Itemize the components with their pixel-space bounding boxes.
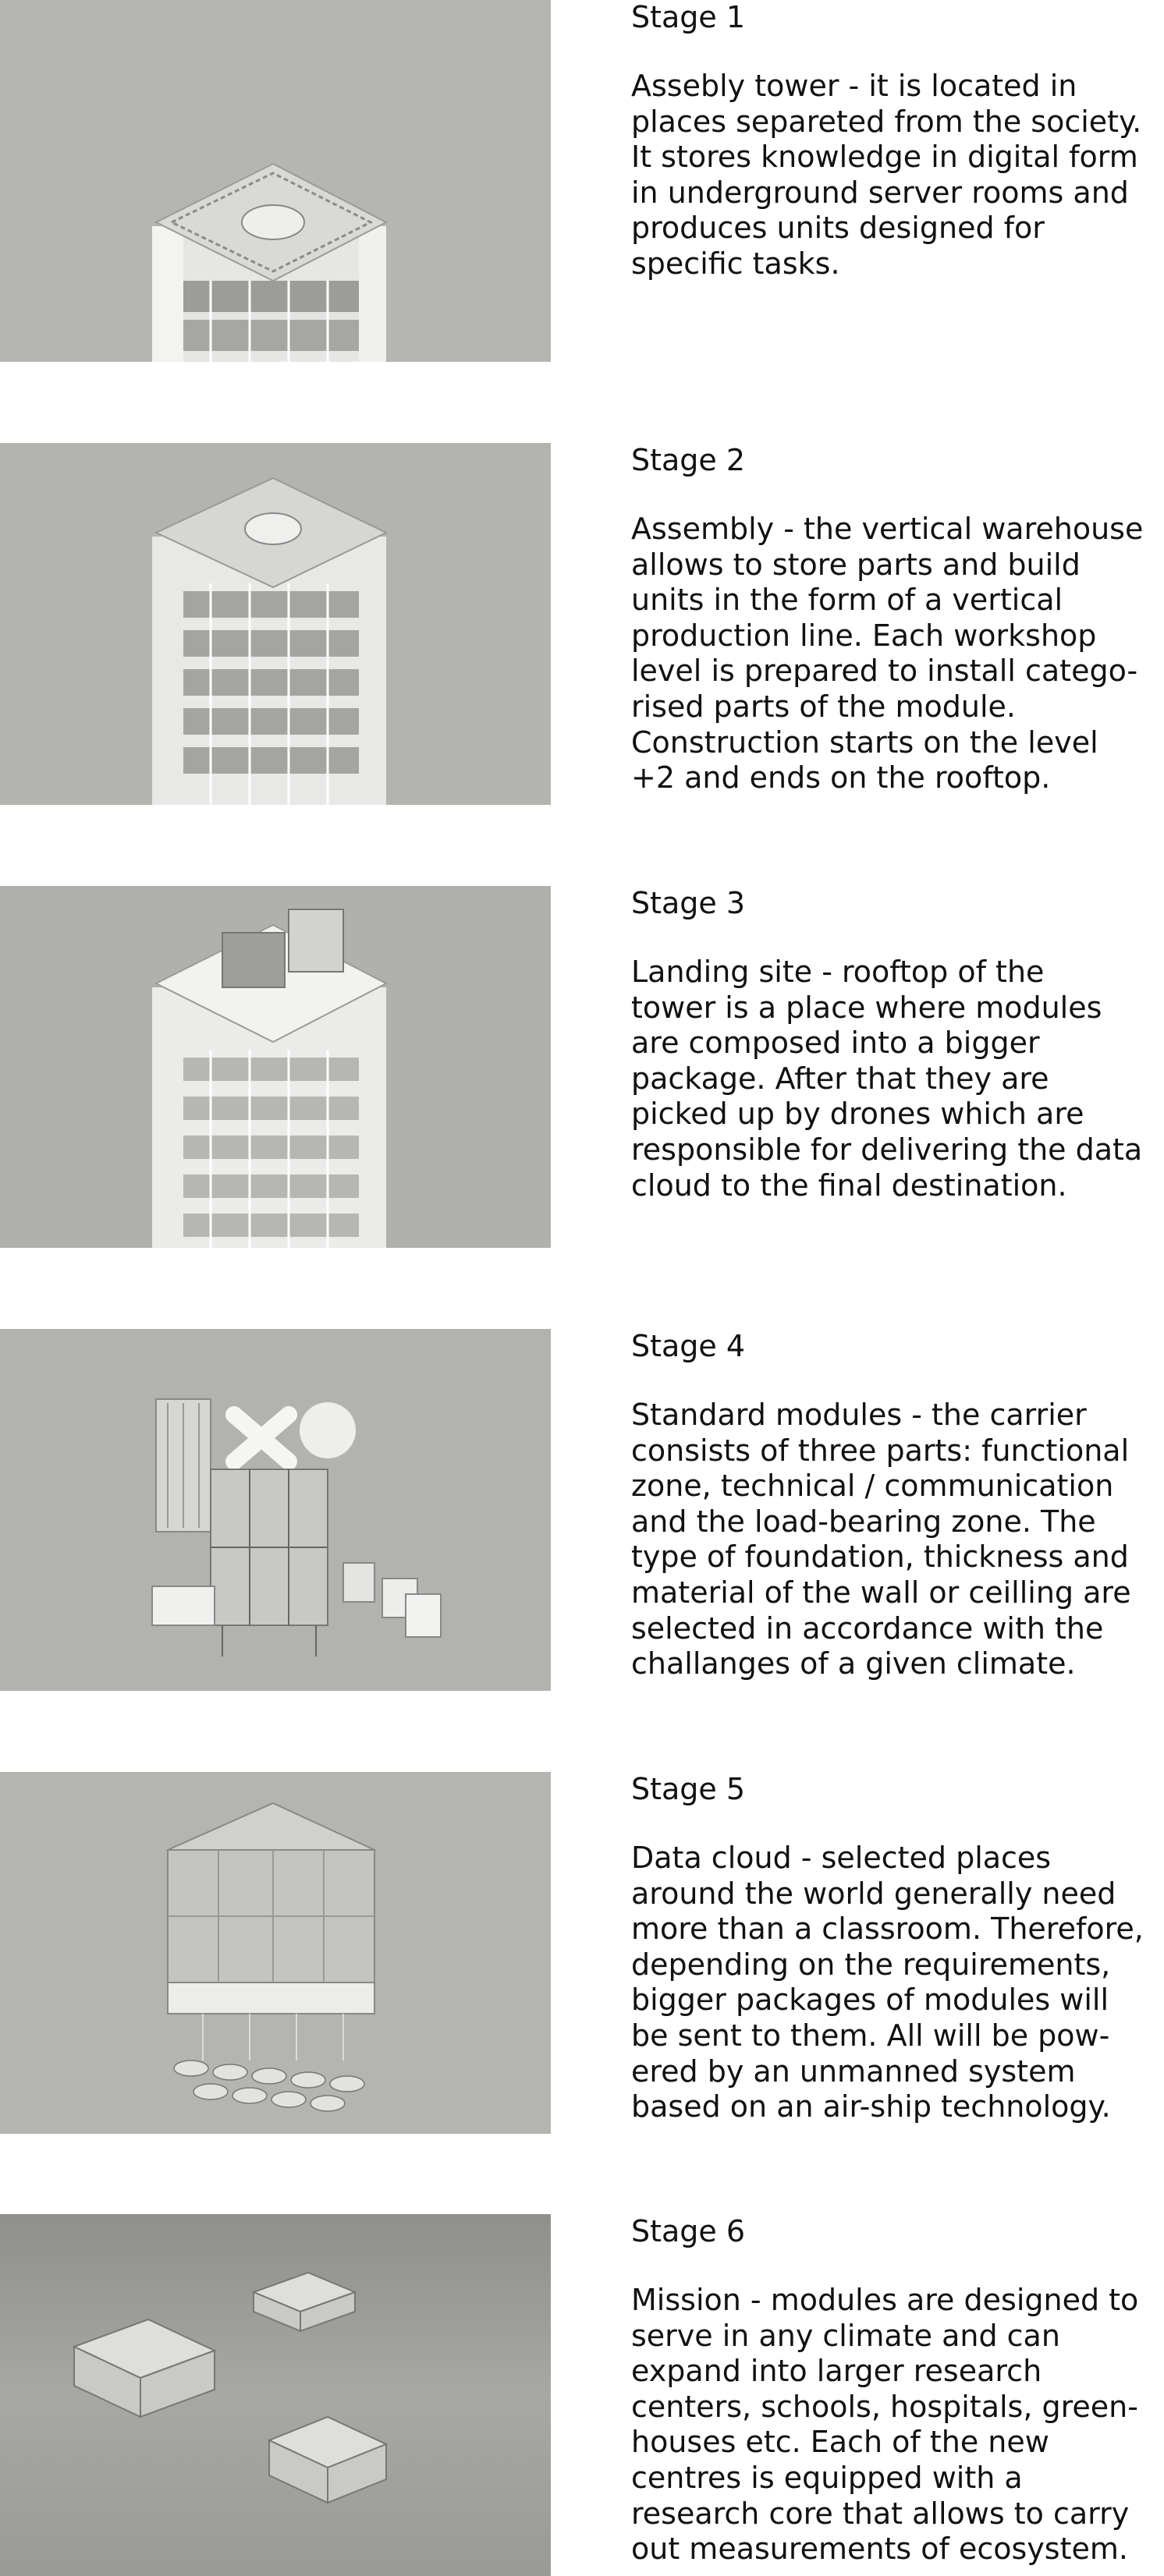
stage-5-illustration bbox=[0, 1772, 551, 2134]
standard-modules-image bbox=[0, 1329, 551, 1691]
stage-2-title: Stage 2 bbox=[631, 443, 746, 477]
stage-4-illustration bbox=[0, 1329, 551, 1691]
stage-6-description: Mission - modules are designed to serve in any climate and can expand into larger research centers, schools, hospitals, green- houses etc. Each of the new centres is equipped with a research core that allows to carry out measurements of ecosystem. bbox=[631, 2283, 1139, 2567]
stage-6 bbox=[0, 2214, 1164, 2576]
vertical-warehouse-image bbox=[0, 443, 551, 805]
stage-1-description: Assebly tower - it is located in places separeted from the society. It stores knowledge in digital form in underground server rooms and produces units designed for specific tasks. bbox=[631, 69, 1142, 281]
stage-1-title: Stage 1 bbox=[631, 0, 746, 34]
stage-5-description: Data cloud - selected places around the world generally need more than a classroom. Therefore, depending on the requirements, bigger packages of modules will be sent to them. All will be pow- ered by an unmanned system based on an air-ship technology. bbox=[631, 1841, 1144, 2124]
stage-1-text bbox=[631, 0, 1164, 282]
stage-5-text bbox=[631, 1772, 1164, 2125]
mission-image bbox=[0, 2214, 551, 2576]
stage-4-text bbox=[631, 1329, 1164, 1682]
stage-1-illustration bbox=[0, 0, 551, 362]
stage-2 bbox=[0, 443, 1164, 805]
stage-6-illustration bbox=[0, 2214, 551, 2576]
stage-4 bbox=[0, 1329, 1164, 1691]
stage-3-title: Stage 3 bbox=[631, 886, 746, 920]
stage-3 bbox=[0, 886, 1164, 1248]
stage-1 bbox=[0, 0, 1164, 362]
stage-2-text bbox=[631, 443, 1164, 796]
stage-4-description: Standard modules - the carrier consists of three parts: functional zone, technical / communication and the load-bearing zone. The type of foundation, thickness and material of the wall or ceilling are selected in accordance with the challanges of a given climate. bbox=[631, 1398, 1131, 1681]
stage-3-description: Landing site - rooftop of the tower is a place where modules are composed into a bigger package. After that they are picked up by drones which are responsible for delivering the data cloud to the final destination. bbox=[631, 955, 1143, 1203]
stage-6-title: Stage 6 bbox=[631, 2214, 746, 2248]
stage-5-title: Stage 5 bbox=[631, 1772, 746, 1806]
stage-4-title: Stage 4 bbox=[631, 1329, 746, 1363]
stage-2-illustration bbox=[0, 443, 551, 805]
data-cloud-image bbox=[0, 1772, 551, 2134]
stage-3-text bbox=[631, 886, 1164, 1203]
landing-site-image bbox=[0, 886, 551, 1248]
stage-3-illustration bbox=[0, 886, 551, 1248]
stage-6-text bbox=[631, 2214, 1164, 2567]
stage-2-description: Assembly - the vertical warehouse allows to store parts and build units in the form of a vertical production line. Each workshop level is prepared to install catego- rised parts of the module. Construction starts on the level +2 and ends on the rooftop. bbox=[631, 512, 1144, 795]
assembly-tower-image bbox=[0, 0, 551, 362]
stage-5 bbox=[0, 1772, 1164, 2134]
